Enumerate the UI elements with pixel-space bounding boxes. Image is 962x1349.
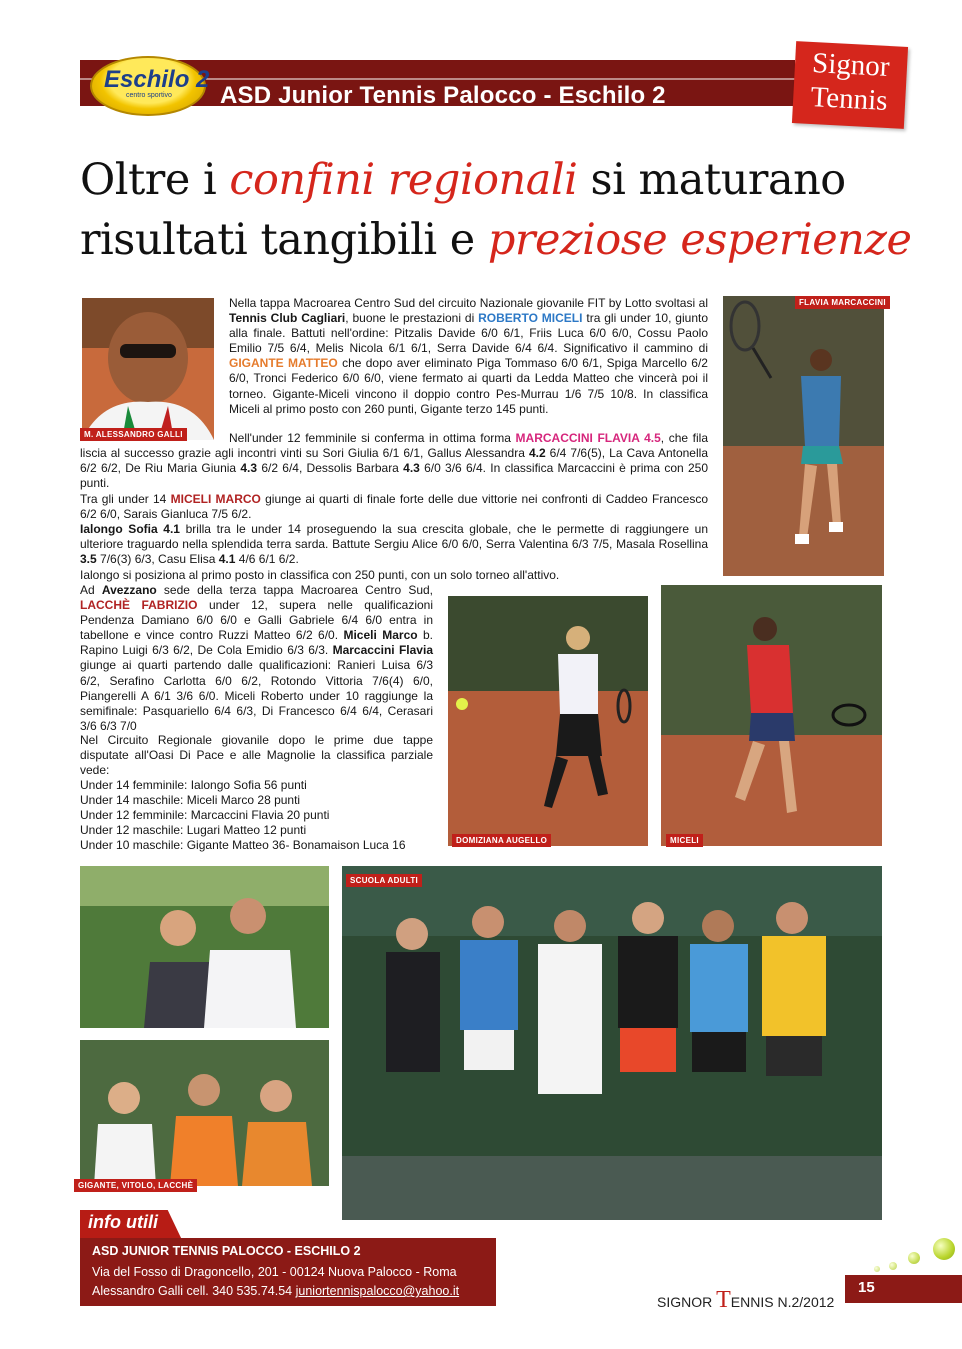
- info-tab-label: info utili: [88, 1212, 158, 1232]
- info-address: Via del Fosso di Dragoncello, 201 - 00124 Nuova Palocco - Roma: [92, 1265, 457, 1279]
- text: under 12, supera nelle qualificazioni Pendenza Damiano 6/0 6/0 e Galli Gabriele 6/4 6/0 entra in tabellone e vince contro Ruzzi Matteo 6/2 6/0.: [80, 598, 433, 643]
- text: 6/0 3/6 6/4. In classifica Marcaccini è prima con 250 punti.: [80, 461, 708, 491]
- magazine-badge-text: [798, 45, 901, 118]
- email-link[interactable]: juniortennispalocco@yahoo.it: [295, 1284, 460, 1298]
- photo-coach-player: [80, 866, 329, 1028]
- headline-line1: [80, 155, 846, 205]
- caption-adulti: SCUOLA ADULTI: [346, 874, 422, 887]
- club-name: Tennis Club Cagliari: [229, 311, 346, 326]
- player-name: MARCACCINI FLAVIA 4.5: [515, 431, 661, 445]
- tennis-ball-icon: [933, 1238, 955, 1260]
- logo-subtext: centro sportivo: [126, 92, 172, 99]
- caption-trio: GIGANTE, VITOLO, LACCHÈ: [74, 1179, 197, 1192]
- footer-issue: N.2/2012: [777, 1294, 835, 1310]
- player-name: ROBERTO MICELI: [478, 311, 583, 326]
- tennis-ball-icon: [874, 1266, 880, 1272]
- article-paragraph-2: [80, 431, 708, 491]
- player-name: LACCHÈ FABRIZIO: [80, 598, 198, 613]
- photo-marcaccini: [723, 296, 884, 576]
- player-name: Ialongo Sofia 4.1: [80, 522, 180, 536]
- headline-text: si maturano: [577, 155, 846, 205]
- text: Nella tappa Macroarea Centro Sud del circuito Nazionale giovanile FIT by Lotto svoltasi al: [229, 296, 708, 310]
- standings-list: [80, 778, 440, 853]
- group-illustration: [80, 1040, 329, 1186]
- photo-augello: [448, 596, 648, 846]
- headline-highlight: confini regionali: [229, 155, 578, 205]
- standing-item: Under 10 maschile: Gigante Matteo 36- Bonamaison Luca 16: [80, 838, 406, 853]
- logo-text: Eschilo 2: [104, 66, 210, 93]
- article-paragraph-1: [229, 296, 708, 417]
- text: sede della terza tappa Macroarea Centro Sud,: [156, 583, 433, 597]
- footer-mag-initial: T: [716, 1287, 731, 1313]
- tennis-ball-icon: [889, 1262, 897, 1270]
- text: Nell'under 12 femminile si conferma in ottima forma: [229, 431, 516, 445]
- photo-trio: [80, 1040, 329, 1186]
- caption-marcaccini: FLAVIA MARCACCINI: [795, 296, 890, 309]
- text: giunge ai quarti partendo dalle qualificazioni: Ranieri Luisa 6/3 6/2, Serafino Carlotta 6/0 6/2, Rotondo Vittoria 7/6(4) 6/0, Piangerelli A 6/1 3/6 6/0. Miceli Roberto under 10 raggiunge la semifinale: Pasquariello 6/4 6/3, Di Francesco 6/4 6/4, Cerasari 3/6 6/3 7/0: [80, 658, 433, 733]
- standing-item: Under 14 femminile: Ialongo Sofia 56 punti: [80, 778, 307, 792]
- article-paragraph-7: Nel Circuito Regionale giovanile dopo le prime due tappe disputate all'Oasi Di Pace e alle Magnolie la classifica parziale vede:: [80, 733, 433, 778]
- ranking: 4.2: [528, 446, 546, 461]
- player-name: Marcaccini Flavia: [332, 643, 433, 658]
- portrait-illustration: [82, 298, 214, 440]
- player-illustration: [661, 585, 882, 846]
- text: , buone le prestazioni di: [345, 311, 479, 326]
- article-paragraph-3: [80, 492, 708, 522]
- group-illustration: [342, 866, 882, 1220]
- text: , che fila liscia al successo grazie agli incontri vinti su Sori Giulia 6/1 6/1, Gallus Alessandra: [80, 431, 708, 461]
- footer-mag-name: ENNIS: [730, 1294, 774, 1310]
- badge-line2: Tennis: [809, 80, 889, 117]
- player-illustration: [448, 596, 648, 846]
- group-illustration: [80, 866, 329, 1028]
- standing-item: Under 12 maschile: Lugari Matteo 12 punti: [80, 823, 307, 838]
- location: Avezzano: [101, 583, 157, 597]
- text: 4/6 6/1 6/2.: [235, 552, 299, 567]
- player-name: GIGANTE MATTEO: [229, 356, 338, 371]
- ranking: 3.5: [80, 552, 97, 567]
- headline-line2: [80, 215, 911, 265]
- headline-highlight: preziose esperienze: [487, 215, 912, 265]
- caption-augello: DOMIZIANA AUGELLO: [452, 834, 551, 847]
- photo-scuola-adulti: [342, 866, 882, 1220]
- ranking: 4.1: [218, 552, 236, 567]
- text: brilla tra le under 14 proseguendo la sua crescita globale, che le permette di raggiungere un ulteriore traguardo nella splendida terra sarda. Battute Sergiu Alice 6/0 6/0, Serra Valentina 6/3 7/5, Masala Rosellina: [80, 522, 708, 552]
- contact-phone: Alessandro Galli cell. 340 535.74.54: [92, 1284, 296, 1298]
- text: tra gli under 10, giunto alla finale. Battuti nell'ordine: Pitzalis Davide 6/0 6/1, Friis Luca 6/0 6/0, Cossu Paolo Emilio 7/5 6/4, Melis Nicola 6/1 6/1, Serra Davide 6/4 6/4. Significativo il cammino di: [229, 311, 709, 356]
- info-club-name: ASD JUNIOR TENNIS PALOCCO - ESCHILO 2: [92, 1244, 361, 1258]
- info-contact: [92, 1284, 459, 1298]
- ranking: 4.3: [240, 461, 258, 476]
- footer-mag-name: SIGNOR: [657, 1294, 713, 1310]
- badge-line1: Signor: [811, 47, 891, 84]
- text: che dopo aver eliminato Piga Tommaso 6/0 6/1, Spiga Marcello 6/2 6/0, Tronci Federico 6/0 6/0, viene fermato ai quarti da Ledda Matteo che vincerà poi il torneo. Gigante-Miceli vincono il doppio contro Pes-Murrau 1/6 7/5 10/8. In classifica Miceli al primo posto con 260 punti, Gigante terzo 145 punti.: [229, 356, 708, 416]
- tennis-ball-icon: [908, 1252, 920, 1264]
- standing-item: Under 14 maschile: Miceli Marco 28 punti: [80, 793, 301, 808]
- page-number: 15: [858, 1279, 875, 1296]
- standing-item: Under 12 femminile: Marcaccini Flavia 20 punti: [80, 808, 330, 823]
- section-title: ASD Junior Tennis Palocco - Eschilo 2: [220, 82, 666, 109]
- article-paragraph-6: [80, 583, 433, 734]
- text: Tra gli under 14: [80, 492, 171, 506]
- player-name: MICELI MARCO: [170, 492, 261, 506]
- player-illustration: [723, 296, 884, 576]
- photo-galli: [82, 298, 214, 440]
- text: 7/6(3) 6/3, Casu Elisa: [96, 552, 219, 567]
- player-name: Miceli Marco: [343, 628, 418, 643]
- headline-text: risultati tangibili e: [80, 215, 488, 265]
- text: giunge ai quarti di finale forte delle due vittorie nei confronti di Caddeo Francesco 6/2 6/0, Sarais Gianluca 7/5 6/2.: [80, 492, 709, 522]
- headline-text: Oltre i: [80, 155, 230, 205]
- photo-miceli: [661, 585, 882, 846]
- ranking: 4.3: [403, 461, 420, 476]
- footer-magazine: [657, 1287, 834, 1314]
- text: 6/4 7/6(5), La Cava Antonella 6/2 6/2, De Riu Maria Giunia: [80, 446, 708, 476]
- text: b. Rapino Luigi 6/3 6/2, De Cola Emidio 6/3 6/3.: [80, 628, 434, 658]
- article-paragraph-5: Ialongo si posiziona al primo posto in classifica con 250 punti, con un solo torneo all'attivo.: [80, 568, 560, 582]
- article-paragraph-4: [80, 522, 708, 567]
- caption-miceli: MICELI: [666, 834, 703, 847]
- caption-galli: M. ALESSANDRO GALLI: [80, 428, 187, 441]
- text: Ad: [80, 583, 102, 597]
- text: 6/2 6/4, Dessolis Barbara: [257, 461, 404, 476]
